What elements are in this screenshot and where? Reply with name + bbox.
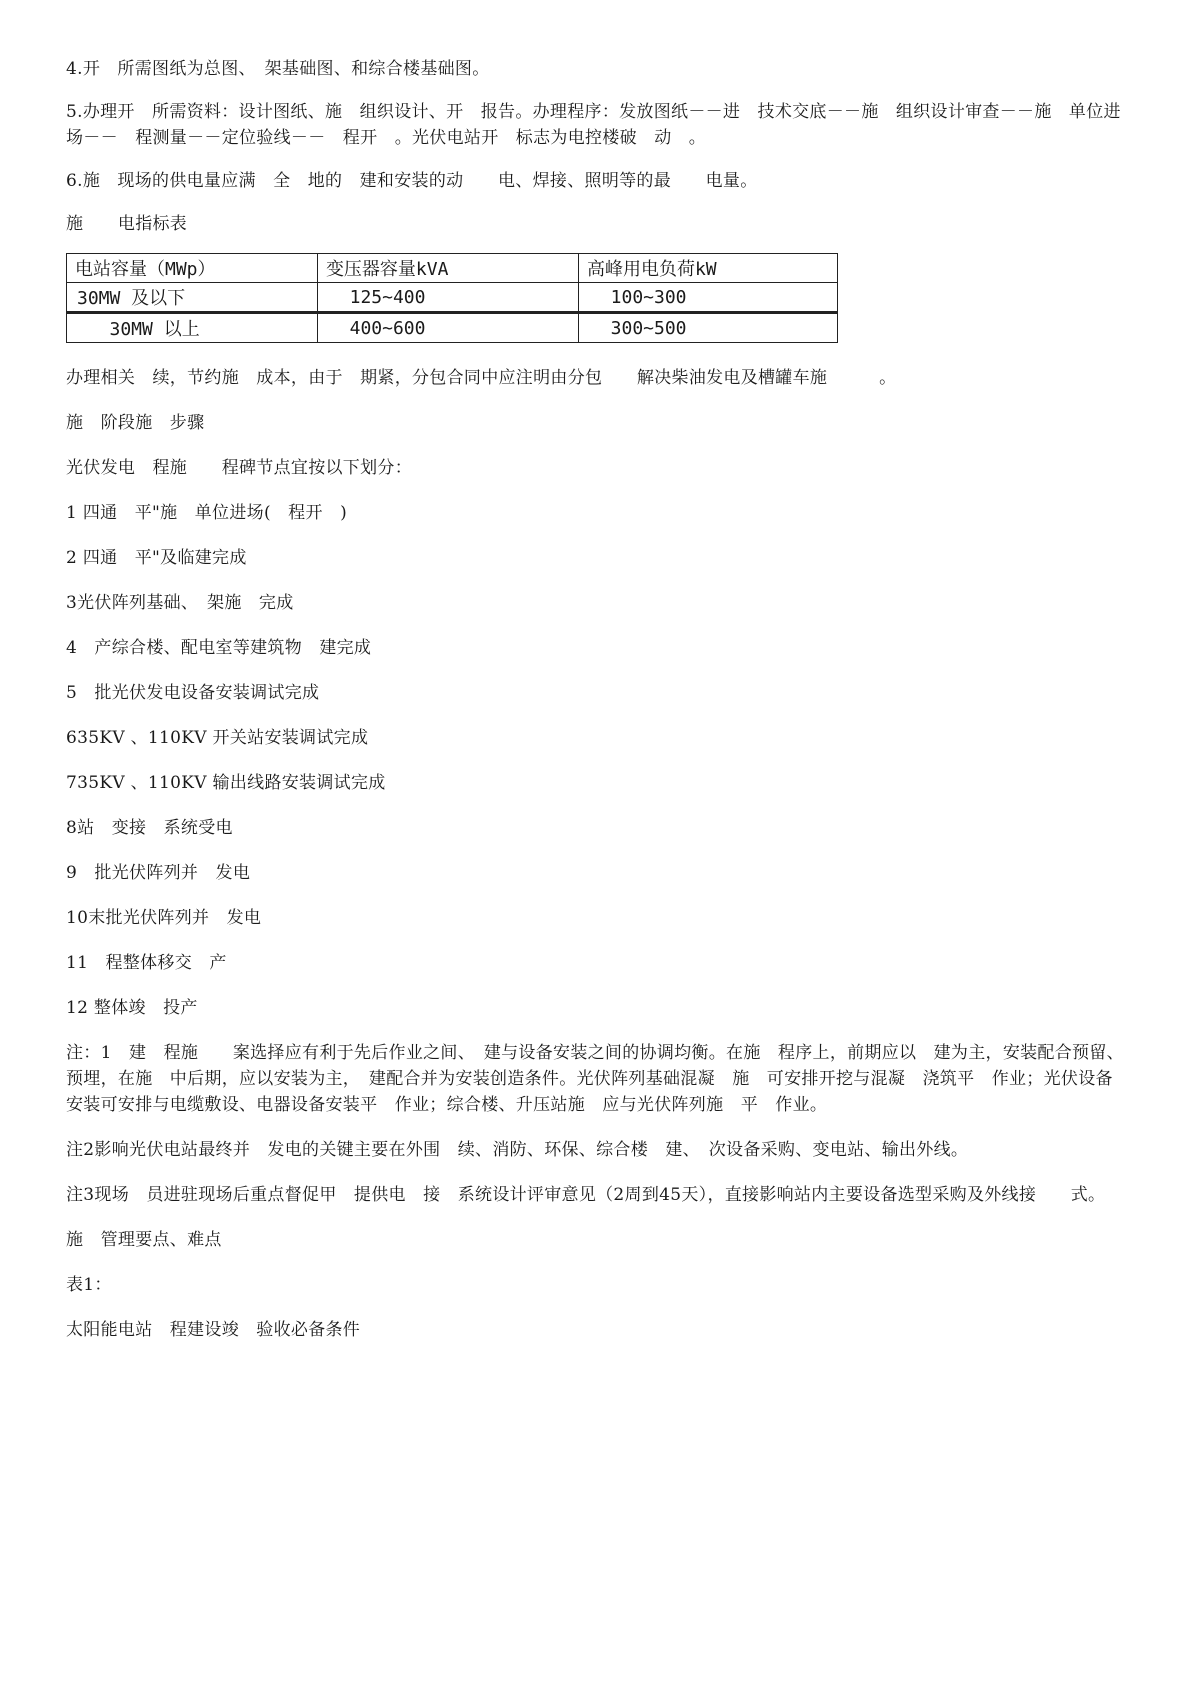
table-cell: 125~400 <box>317 283 578 313</box>
table-cell: 30MW 及以下 <box>67 283 318 313</box>
list-item: 1 四通 平"施 单位进场( 程开 ) <box>66 503 348 523</box>
table-row <box>67 283 838 313</box>
note-2: 注2影响光伏电站最终并 发电的关键主要在外围 续、消防、环保、综合楼 建、 次设备采购、变电站、输出外线。 <box>66 1140 969 1160</box>
list-item: 11 程整体移交 产 <box>66 953 227 973</box>
list-item: 5 批光伏发电设备安装调试完成 <box>66 683 320 703</box>
table-header-row <box>67 254 838 283</box>
list-item: 3光伏阵列基础、 架施 完成 <box>66 593 294 613</box>
table-caption: 施 电指标表 <box>66 214 188 234</box>
list-item: 12 整体竣 投产 <box>66 998 198 1018</box>
list-item: 735KV 、110KV 输出线路安装调试完成 <box>66 773 386 793</box>
note-3: 注3现场 员进驻现场后重点督促甲 提供电 接 系统设计评审意见（2周到45天），直接影响站内主要设备选型采购及外线接 式。 <box>66 1185 1106 1205</box>
table-row <box>67 313 838 343</box>
paragraph-procedure: 5.办理开 所需资料：设计图纸、施 组织设计、开 报告。办理程序：发放图纸－－进 技术交底－－施 组织设计审查－－施 单位进场－－ 程测量－－定位验线－－ 程开 。光伏电站开 标志为电控楼破 动 。 <box>66 102 1121 148</box>
table-header-peak-load: 高峰用电负荷kW <box>578 254 837 283</box>
list-item: 10末批光伏阵列并 发电 <box>66 908 262 928</box>
paragraph-cost: 办理相关 续，节约施 成本，由于 期紧，分包合同中应注明由分包 解决柴油发电及槽罐车施 。 <box>66 368 897 388</box>
table-cell: 30MW 以上 <box>67 313 318 343</box>
section-heading-management: 施 管理要点、难点 <box>66 1230 222 1250</box>
list-item: 2 四通 平"及临建完成 <box>66 548 247 568</box>
table-label: 表1： <box>66 1275 112 1295</box>
table-header-transformer: 变压器容量kVA <box>317 254 578 283</box>
section-heading-acceptance: 太阳能电站 程建设竣 验收必备条件 <box>66 1320 361 1340</box>
document-page <box>66 56 1126 1343</box>
section-heading-steps: 施 阶段施 步骤 <box>66 413 205 433</box>
list-item: 9 批光伏阵列并 发电 <box>66 863 251 883</box>
table-cell: 400~600 <box>317 313 578 343</box>
list-item: 8站 变接 系统受电 <box>66 818 233 838</box>
table-header-capacity: 电站容量（MWp） <box>67 254 318 283</box>
paragraph-power-supply: 6.施 现场的供电量应满 全 地的 建和安装的动 电、焊接、照明等的最 电量。 <box>66 171 758 191</box>
note-1: 注：1 建 程施 案选择应有利于先后作业之间、 建与设备安装之间的协调均衡。在施 程序上，前期应以 建为主，安装配合预留、预埋，在施 中后期，应以安装为主， 建配合并为安装创造条件。光伏阵列基础混凝 施 可安排开挖与混凝 浇筑平 作业；光伏设备安装可安排与电缆敷设、电器设备安装平 作业；综合楼、升压站施 应与光伏阵列施 平 作业。 <box>66 1043 1124 1115</box>
table-cell: 100~300 <box>578 283 837 313</box>
list-item: 4 产综合楼、配电室等建筑物 建完成 <box>66 638 372 658</box>
list-item: 635KV 、110KV 开关站安装调试完成 <box>66 728 369 748</box>
table-cell: 300~500 <box>578 313 837 343</box>
power-spec-table <box>66 253 838 343</box>
paragraph-milestone-intro: 光伏发电 程施 程碑节点宜按以下划分： <box>66 458 412 478</box>
paragraph-drawings: 4.开 所需图纸为总图、 架基础图、和综合楼基础图。 <box>66 59 490 79</box>
